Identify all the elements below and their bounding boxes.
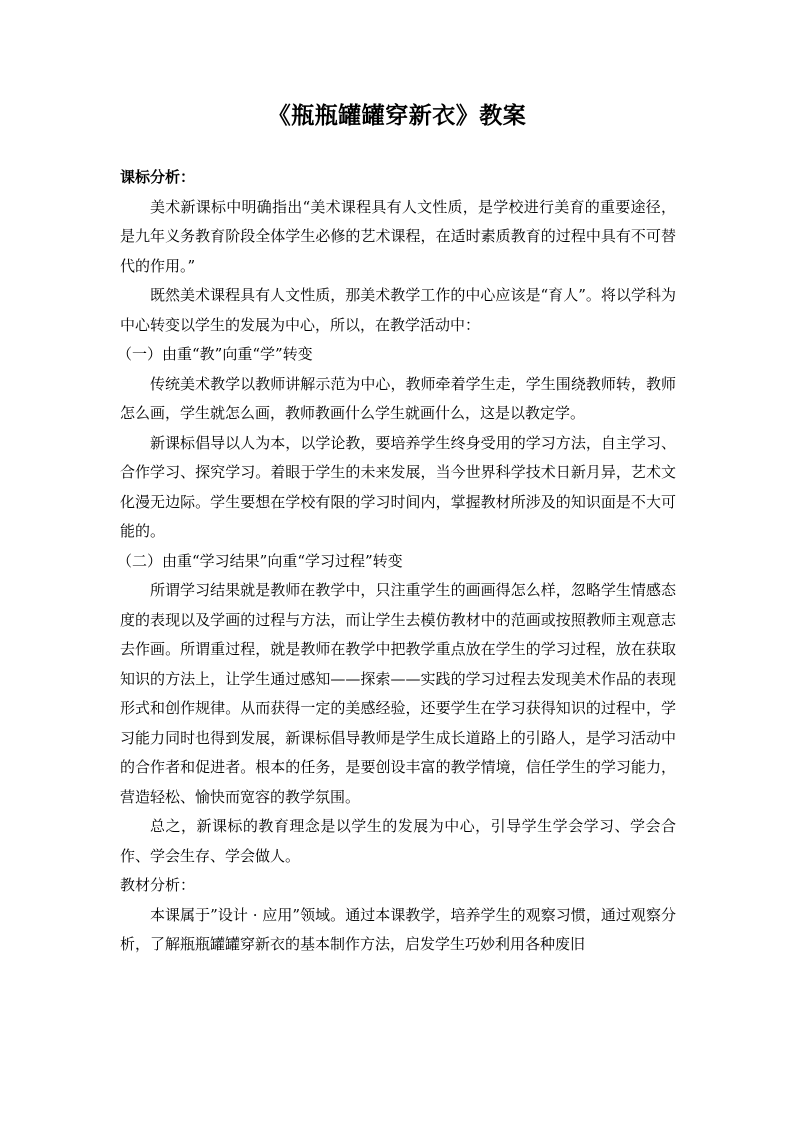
document-title: 《瓶瓶罐罐穿新衣》教案 <box>267 102 527 129</box>
paragraph-summary: 总之，新课标的教育理念是以学生的发展为中心，引导学生学会学习、学会合作、学会生存、学会做人。 <box>120 817 676 865</box>
subheading-teach-to-learn: （一）由重“教”向重“学”转变 <box>117 345 313 363</box>
subheading-result-to-process: （二）由重“学习结果”向重“学习过程”转变 <box>117 551 403 570</box>
paragraph-humanistic-nature: 既然美术课程具有人文性质，那美术教学工作的中心应该是“育人”。将以学科为中心转变以学生的发展为中心，所以，在教学活动中： <box>120 286 676 334</box>
paragraph-textbook-intro: 本课属于”设计 · 应用”领域。通过本课教学，培养学生的观察习惯，通过观察分析，了解瓶瓶罐罐穿新衣的基本制作方法，启发学生巧妙利用各种废旧 <box>120 905 676 953</box>
document-body <box>117 163 676 960</box>
paragraph-learning-process: 所谓学习结果就是教师在教学中，只注重学生的画画得怎么样，忽略学生情感态度的表现以及学画的过程与方法，而让学生去模仿教材中的范画或按照教师主观意志去作画。所谓重过程，就是教师在教学中把教学重点放在学生的学习过程，放在获取知识的方法上，让学生通过感知——探索——实践的学习过程去发现美术作品的表现形式和创作规律。从而获得一定的美感经验，还要学生在学习获得知识的过程中，学习能力同时也得到发展，新课标倡导教师是学生成长道路上的引路人，是学习活动中的合作者和促进者。根本的任务，是要创设丰富的教学情境，信任学生的学习能力，营造轻松、愉快而宽容的教学氛围。 <box>120 581 676 806</box>
paragraph-new-standard: 新课标倡导以人为本，以学论教，要培养学生终身受用的学习方法，自主学习、合作学习、探究学习。着眼于学生的未来发展，当今世界科学技术日新月异，艺术文化漫无边际。学生要想在学校有限的学习时间内，掌握教材所涉及的知识面是不大可能的。 <box>120 433 676 540</box>
paragraph-curriculum-quote: 美术新课标中明确指出“美术课程具有人文性质，是学校进行美育的重要途径，是九年义务教育阶段全体学生必修的艺术课程，在适时素质教育的过程中具有不可替代的作用。” <box>120 197 676 275</box>
paragraph-traditional-teaching: 传统美术教学以教师讲解示范为中心，教师牵着学生走，学生围绕教师转，教师怎么画，学生就怎么画，教师教画什么学生就画什么，这是以教定学。 <box>120 374 676 422</box>
section-heading-textbook-analysis: 教材分析： <box>120 876 196 894</box>
section-heading-curriculum-analysis: 课标分析： <box>120 168 196 186</box>
